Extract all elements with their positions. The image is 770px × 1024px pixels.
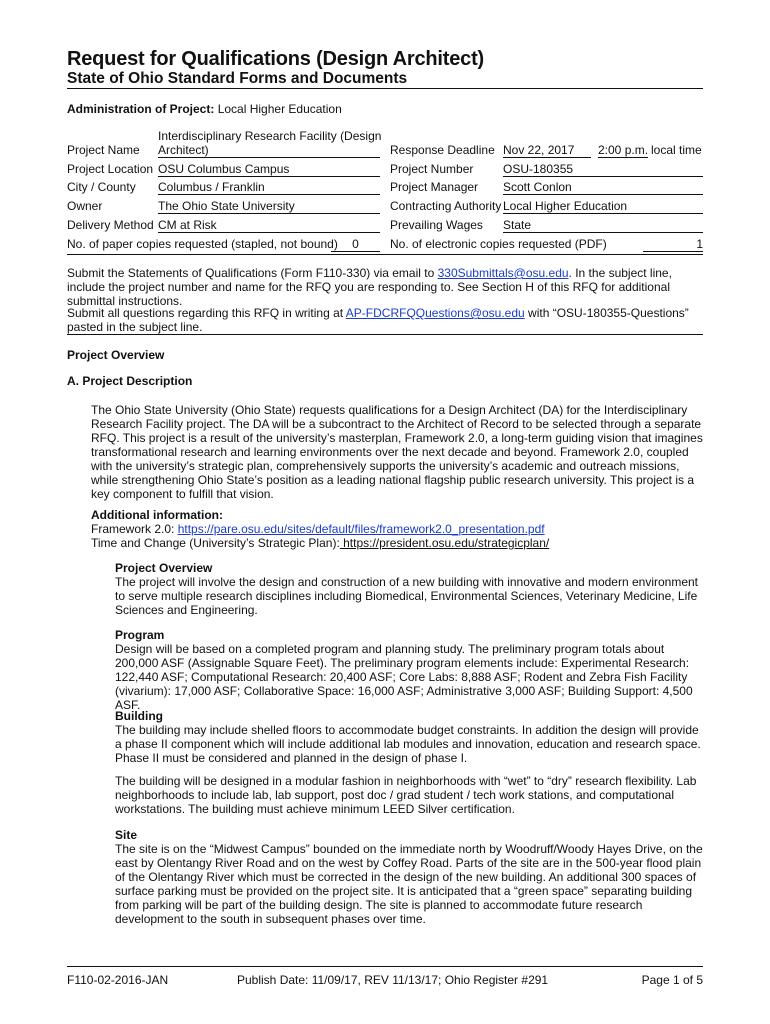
footer-form-id: F110-02-2016-JAN [67, 973, 169, 987]
project-location-label: Project Location [67, 162, 154, 176]
additional-info-heading: Additional information: [91, 508, 223, 522]
owner-label: Owner [67, 199, 103, 213]
city-county-label: City / County [67, 180, 136, 194]
paper-copies-label: No. of paper copies requested (stapled, not bound) [67, 237, 338, 251]
framework-label: Framework 2.0: [91, 522, 178, 536]
document-subtitle: State of Ohio Standard Forms and Documents [67, 70, 408, 87]
questions-text-1: Submit all questions regarding this RFQ in writing at [67, 306, 346, 320]
project-name-line2: Architect) [158, 143, 380, 158]
questions-instructions [67, 306, 703, 334]
contracting-authority-label: Contracting Authority [390, 199, 502, 213]
program-heading: Program [115, 628, 165, 642]
questions-rule [67, 334, 703, 335]
program-text: Design will be based on a completed program and planning study. The preliminary program totals about 200,000 ASF (Assignable Square Feet). The preliminary program elements include: Experimental Research: 122,440 ASF; Computational Research: 20,400 ASF; Core Labs: 8,888 ASF; Rodent and Zebra Fish Facility (vivarium): 17,000 ASF; Collaborative Space: 16,000 ASF; Administrative 3,000 ASF; Building Support: 4,500 ASF. [115, 642, 693, 712]
response-deadline-label: Response Deadline [390, 143, 495, 157]
document-title: Request for Qualifications (Design Architect) [67, 48, 484, 70]
questions-email-link[interactable]: AP-FDCRFQQuestions@osu.edu [345, 306, 525, 320]
admin-label: Administration of Project: [67, 102, 215, 116]
prevailing-wages-label: Prevailing Wages [390, 218, 483, 232]
strategic-plan-line [91, 536, 703, 550]
contracting-authority-value: Local Higher Education [503, 199, 703, 214]
site-heading: Site [115, 828, 138, 842]
response-deadline-suffix: local time [651, 143, 702, 157]
response-deadline-time: 2:00 p.m. [598, 143, 649, 157]
project-manager-value: Scott Conlon [503, 180, 703, 195]
project-name-line1: Interdisciplinary Research Facility (Design [158, 129, 382, 143]
overview-subtext: The project will involve the design and construction of a new building with innovative and modern environment to serve multiple research disciplines including Biomedical, Environmental Sciences, Veterinary Medicine, Life Sciences and Engineering. [115, 575, 699, 617]
section-a-heading: A. Project Description [67, 374, 193, 388]
electronic-copies-label: No. of electronic copies requested (PDF) [390, 237, 607, 251]
building-heading: Building [115, 709, 163, 723]
building-text-2: The building will be designed in a modular fashion in neighborhoods with “wet” to “dry” research flexibility. Lab neighborhoods to include lab, lab support, post doc / grad student / tech work stations, and computational workstations. The building must achieve minimum LEED Silver certification. [115, 774, 697, 816]
admin-value: Local Higher Education [217, 102, 342, 116]
questions-text-2: with “OSU-180355-Questions” pasted in the subject line. [67, 306, 689, 334]
owner-value: The Ohio State University [158, 199, 380, 214]
fields-rule [67, 254, 703, 255]
submit-text-1: Submit the Statements of Qualifications (Form F110-330) via email to [67, 266, 438, 280]
project-name-label: Project Name [67, 143, 140, 157]
project-number-value: OSU-180355 [503, 162, 703, 177]
project-number-label: Project Number [390, 162, 474, 176]
response-deadline-date: Nov 22, 2017 [503, 143, 591, 158]
submittals-email-link[interactable]: 330Submittals@osu.edu [437, 266, 569, 280]
submit-instructions [67, 266, 703, 308]
electronic-copies-value: 1 [643, 237, 703, 252]
title-rule [67, 88, 703, 89]
project-manager-label: Project Manager [390, 180, 479, 194]
site-text: The site is on the “Midwest Campus” bounded on the immediate north by Woodruff/Woody Hayes Drive, on the east by Olentangy River Road and on the west by Coffey Road. Parts of the site are in the 500-year flood plain of the Olentangy River which must be corrected in the design of the new building. An additional 300 spaces of surface parking must be provided on the project site. It is anticipated that a “green space” separating building from parking will be part of the building design. The site is planned to accommodate future research development to the south in subsequent phases over time. [115, 842, 703, 926]
submit-text-2: . In the subject line, include the project number and name for the RFQ you are responding to. See Section H of this RFQ for additional submittal instructions. [67, 266, 672, 308]
delivery-method-value: CM at Risk [158, 218, 380, 233]
project-overview-heading: Project Overview [67, 348, 165, 362]
project-location-value: OSU Columbus Campus [158, 162, 380, 177]
city-county-value: Columbus / Franklin [158, 180, 380, 195]
delivery-method-label: Delivery Method [67, 218, 154, 232]
strategic-plan-label: Time and Change (University’s Strategic Plan): [91, 536, 340, 550]
paper-copies-value: 0 [331, 237, 380, 252]
overview-subheading: Project Overview [115, 561, 213, 575]
footer-rule [67, 966, 703, 967]
framework-line [91, 522, 703, 536]
footer-page-number: Page 1 of 5 [641, 973, 703, 987]
prevailing-wages-value: State [503, 218, 703, 233]
framework-link[interactable]: https://pare.osu.edu/sites/default/files/framework2.0_presentation.pdf [177, 522, 545, 536]
administration-line [67, 102, 342, 116]
strategic-plan-link[interactable]: https://president.osu.edu/strategicplan/ [339, 536, 550, 550]
footer-publish-date: Publish Date: 11/09/17, REV 11/13/17; Ohio Register #291 [237, 973, 549, 987]
building-text-1: The building may include shelled floors to accommodate budget constraints. In addition the design will provide a phase II component which will include additional lab modules and innovation, education and research space. Phase II must be considered and planned in the design of phase I. [115, 723, 701, 765]
project-description-text: The Ohio State University (Ohio State) requests qualifications for a Design Architect (DA) for the Interdisciplinary Research Facility project. The DA will be a subcontract to the Architect of Record to be selected through a separate RFQ. This project is a result of the university’s masterplan, Framework 2.0, a long-term guiding vision that imagines transformational research and learning environments over the next decade and beyond. Framework 2.0, coupled with the university’s strategic plan, comprehensively supports the university’s academic and outreach missions, while strengthening Ohio State’s position as a leading national flagship public research university. This project is a key component to fulfill that vision. [91, 403, 703, 501]
